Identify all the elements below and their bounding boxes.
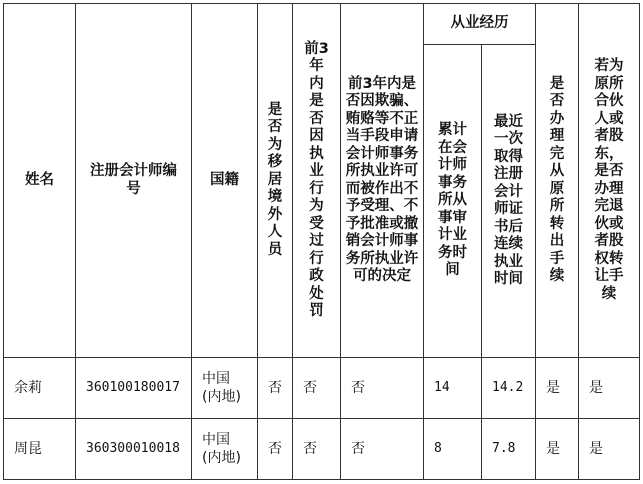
cell-license-decision: 否: [341, 419, 424, 480]
table-row: [4, 358, 640, 419]
header-name: 姓名: [4, 4, 76, 358]
header-nationality: 国籍: [192, 4, 258, 358]
cell-transfer: 是: [536, 358, 579, 419]
cell-exp-recent: 14.2: [482, 358, 536, 419]
cell-transfer: 是: [536, 419, 579, 480]
cell-exp-recent: 7.8: [482, 419, 536, 480]
cell-license-decision: 否: [341, 358, 424, 419]
header-exp-recent: 最近一次取得注册会计师证书后连续执业时间: [482, 45, 536, 358]
table-row: [4, 419, 640, 480]
cell-partner-exit: 是: [579, 419, 640, 480]
cell-exp-cumulative: 14: [424, 358, 482, 419]
cell-exp-cumulative: 8: [424, 419, 482, 480]
header-experience: 从业经历: [424, 4, 536, 45]
cell-nationality: 中国 (内地): [192, 419, 258, 480]
cell-penalty: 否: [293, 419, 341, 480]
header-cert-no: 注册会计师编号: [76, 4, 192, 358]
header-partner-exit: 若为原所合伙人或者股东，是否办理完退伙或者股权转让手续: [579, 4, 640, 358]
cell-emigrant: 否: [258, 419, 293, 480]
cell-cert-no: 360300010018: [76, 419, 192, 480]
header-transfer: 是否办理完从原所转出手续: [536, 4, 579, 358]
header-license-decision: 前3年内是否因欺骗、贿赂等不正当手段申请会计师事务所执业许可而被作出不予受理、不予批准或撤销会计师事务所执业许可的决定: [341, 4, 424, 358]
header-penalty: 前3年内是否因执业行为受过行政处罚: [293, 4, 341, 358]
cell-partner-exit: 是: [579, 358, 640, 419]
cell-penalty: 否: [293, 358, 341, 419]
cell-name: 余莉: [4, 358, 76, 419]
cell-nationality: 中国 (内地): [192, 358, 258, 419]
cell-emigrant: 否: [258, 358, 293, 419]
header-emigrant: 是否为移居境外人员: [258, 4, 293, 358]
cell-cert-no: 360100180017: [76, 358, 192, 419]
cell-name: 周昆: [4, 419, 76, 480]
cpa-info-table: [3, 3, 640, 480]
header-exp-cumulative: 累计在会计师事务所从事审计业务时间: [424, 45, 482, 358]
